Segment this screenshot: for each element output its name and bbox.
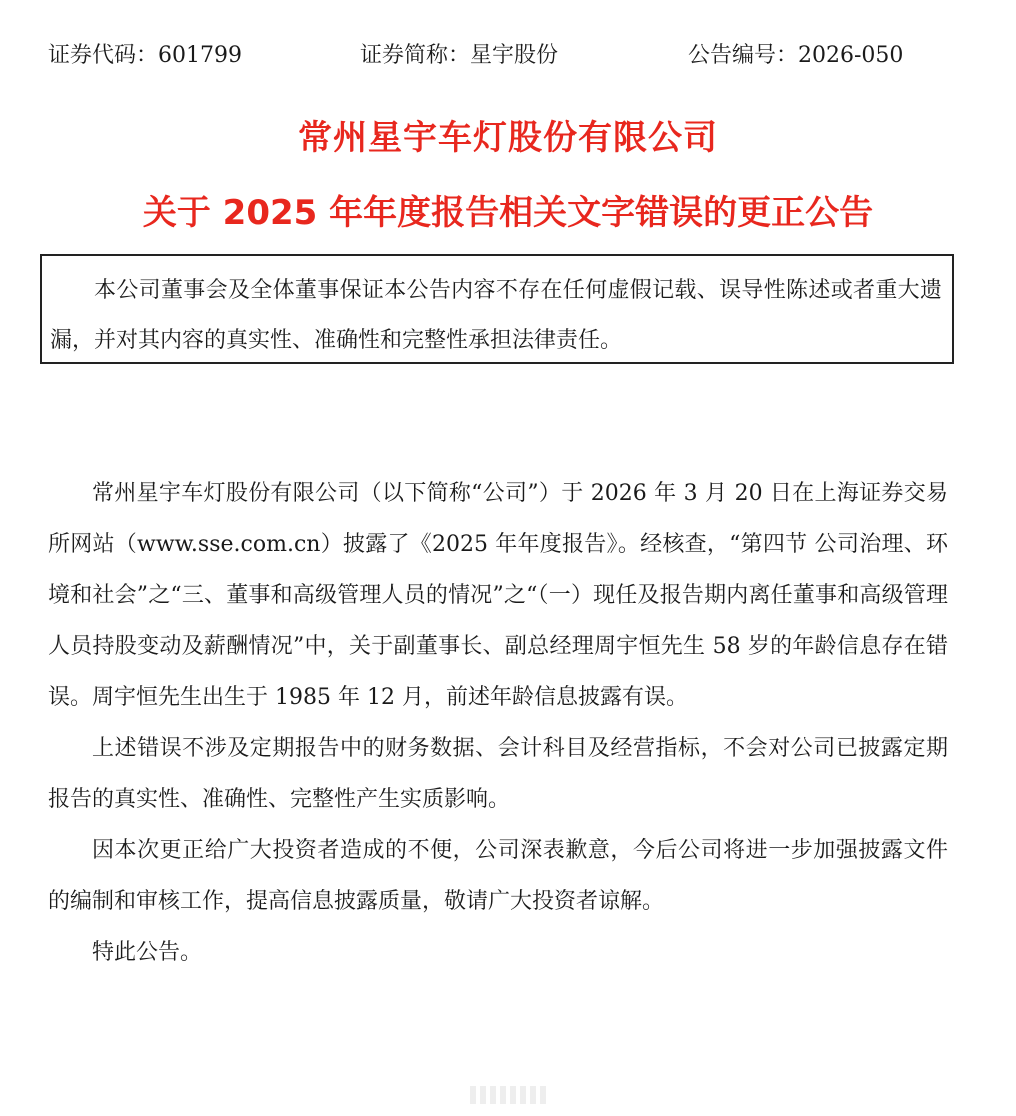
announcement-number: 公告编号：2026-050 bbox=[688, 43, 904, 68]
footer-mark bbox=[540, 1086, 546, 1104]
footer-mark bbox=[500, 1086, 506, 1104]
footer-mark bbox=[510, 1086, 516, 1104]
company-title: 常州星宇车灯股份有限公司 bbox=[298, 118, 718, 158]
board-statement-box bbox=[40, 254, 954, 364]
body-paragraph-correction: 常州星宇车灯股份有限公司（以下简称“公司”）于 2026 年 3 月 20 日在上海证券交易所网站（www.sse.com.cn）披露了《2025 年年度报告》。经核查，“第四节 公司治理、环境和社会”之“三、董事和高级管理人员的情况”之“（一）现任及报告期内离任董事和高级管理人员持股变动及薪酬情况”中，关于副董事长、副总经理周宇恒先生 58 岁的年龄信息存在错误。周宇恒先生出生于 1985 年 12 月，前述年龄信息披露有误。 bbox=[48, 481, 948, 710]
footer-mark bbox=[530, 1086, 536, 1104]
board-statement-text: 本公司董事会及全体董事保证本公告内容不存在任何虚假记载、误导性陈述或者重大遗漏，并对其内容的真实性、准确性和完整性承担法律责任。 bbox=[50, 278, 942, 353]
page-footer-marker bbox=[0, 1086, 1016, 1108]
document-header bbox=[48, 38, 948, 72]
footer-mark bbox=[520, 1086, 526, 1104]
announcement-body bbox=[48, 468, 948, 978]
footer-mark bbox=[470, 1086, 476, 1104]
stock-abbreviation: 证券简称：星宇股份 bbox=[360, 43, 559, 68]
body-paragraph-impact: 上述错误不涉及定期报告中的财务数据、会计科目及经营指标，不会对公司已披露定期报告的真实性、准确性、完整性产生实质影响。 bbox=[48, 736, 948, 812]
stock-code: 证券代码：601799 bbox=[48, 43, 242, 68]
body-paragraph-closing: 特此公告。 bbox=[92, 940, 203, 965]
body-paragraph-apology: 因本次更正给广大投资者造成的不便，公司深表歉意，今后公司将进一步加强披露文件的编制和审核工作，提高信息披露质量，敬请广大投资者谅解。 bbox=[48, 838, 948, 914]
footer-mark bbox=[480, 1086, 486, 1104]
footer-mark bbox=[490, 1086, 496, 1104]
announcement-title: 关于 2025 年年度报告相关文字错误的更正公告 bbox=[142, 193, 874, 233]
